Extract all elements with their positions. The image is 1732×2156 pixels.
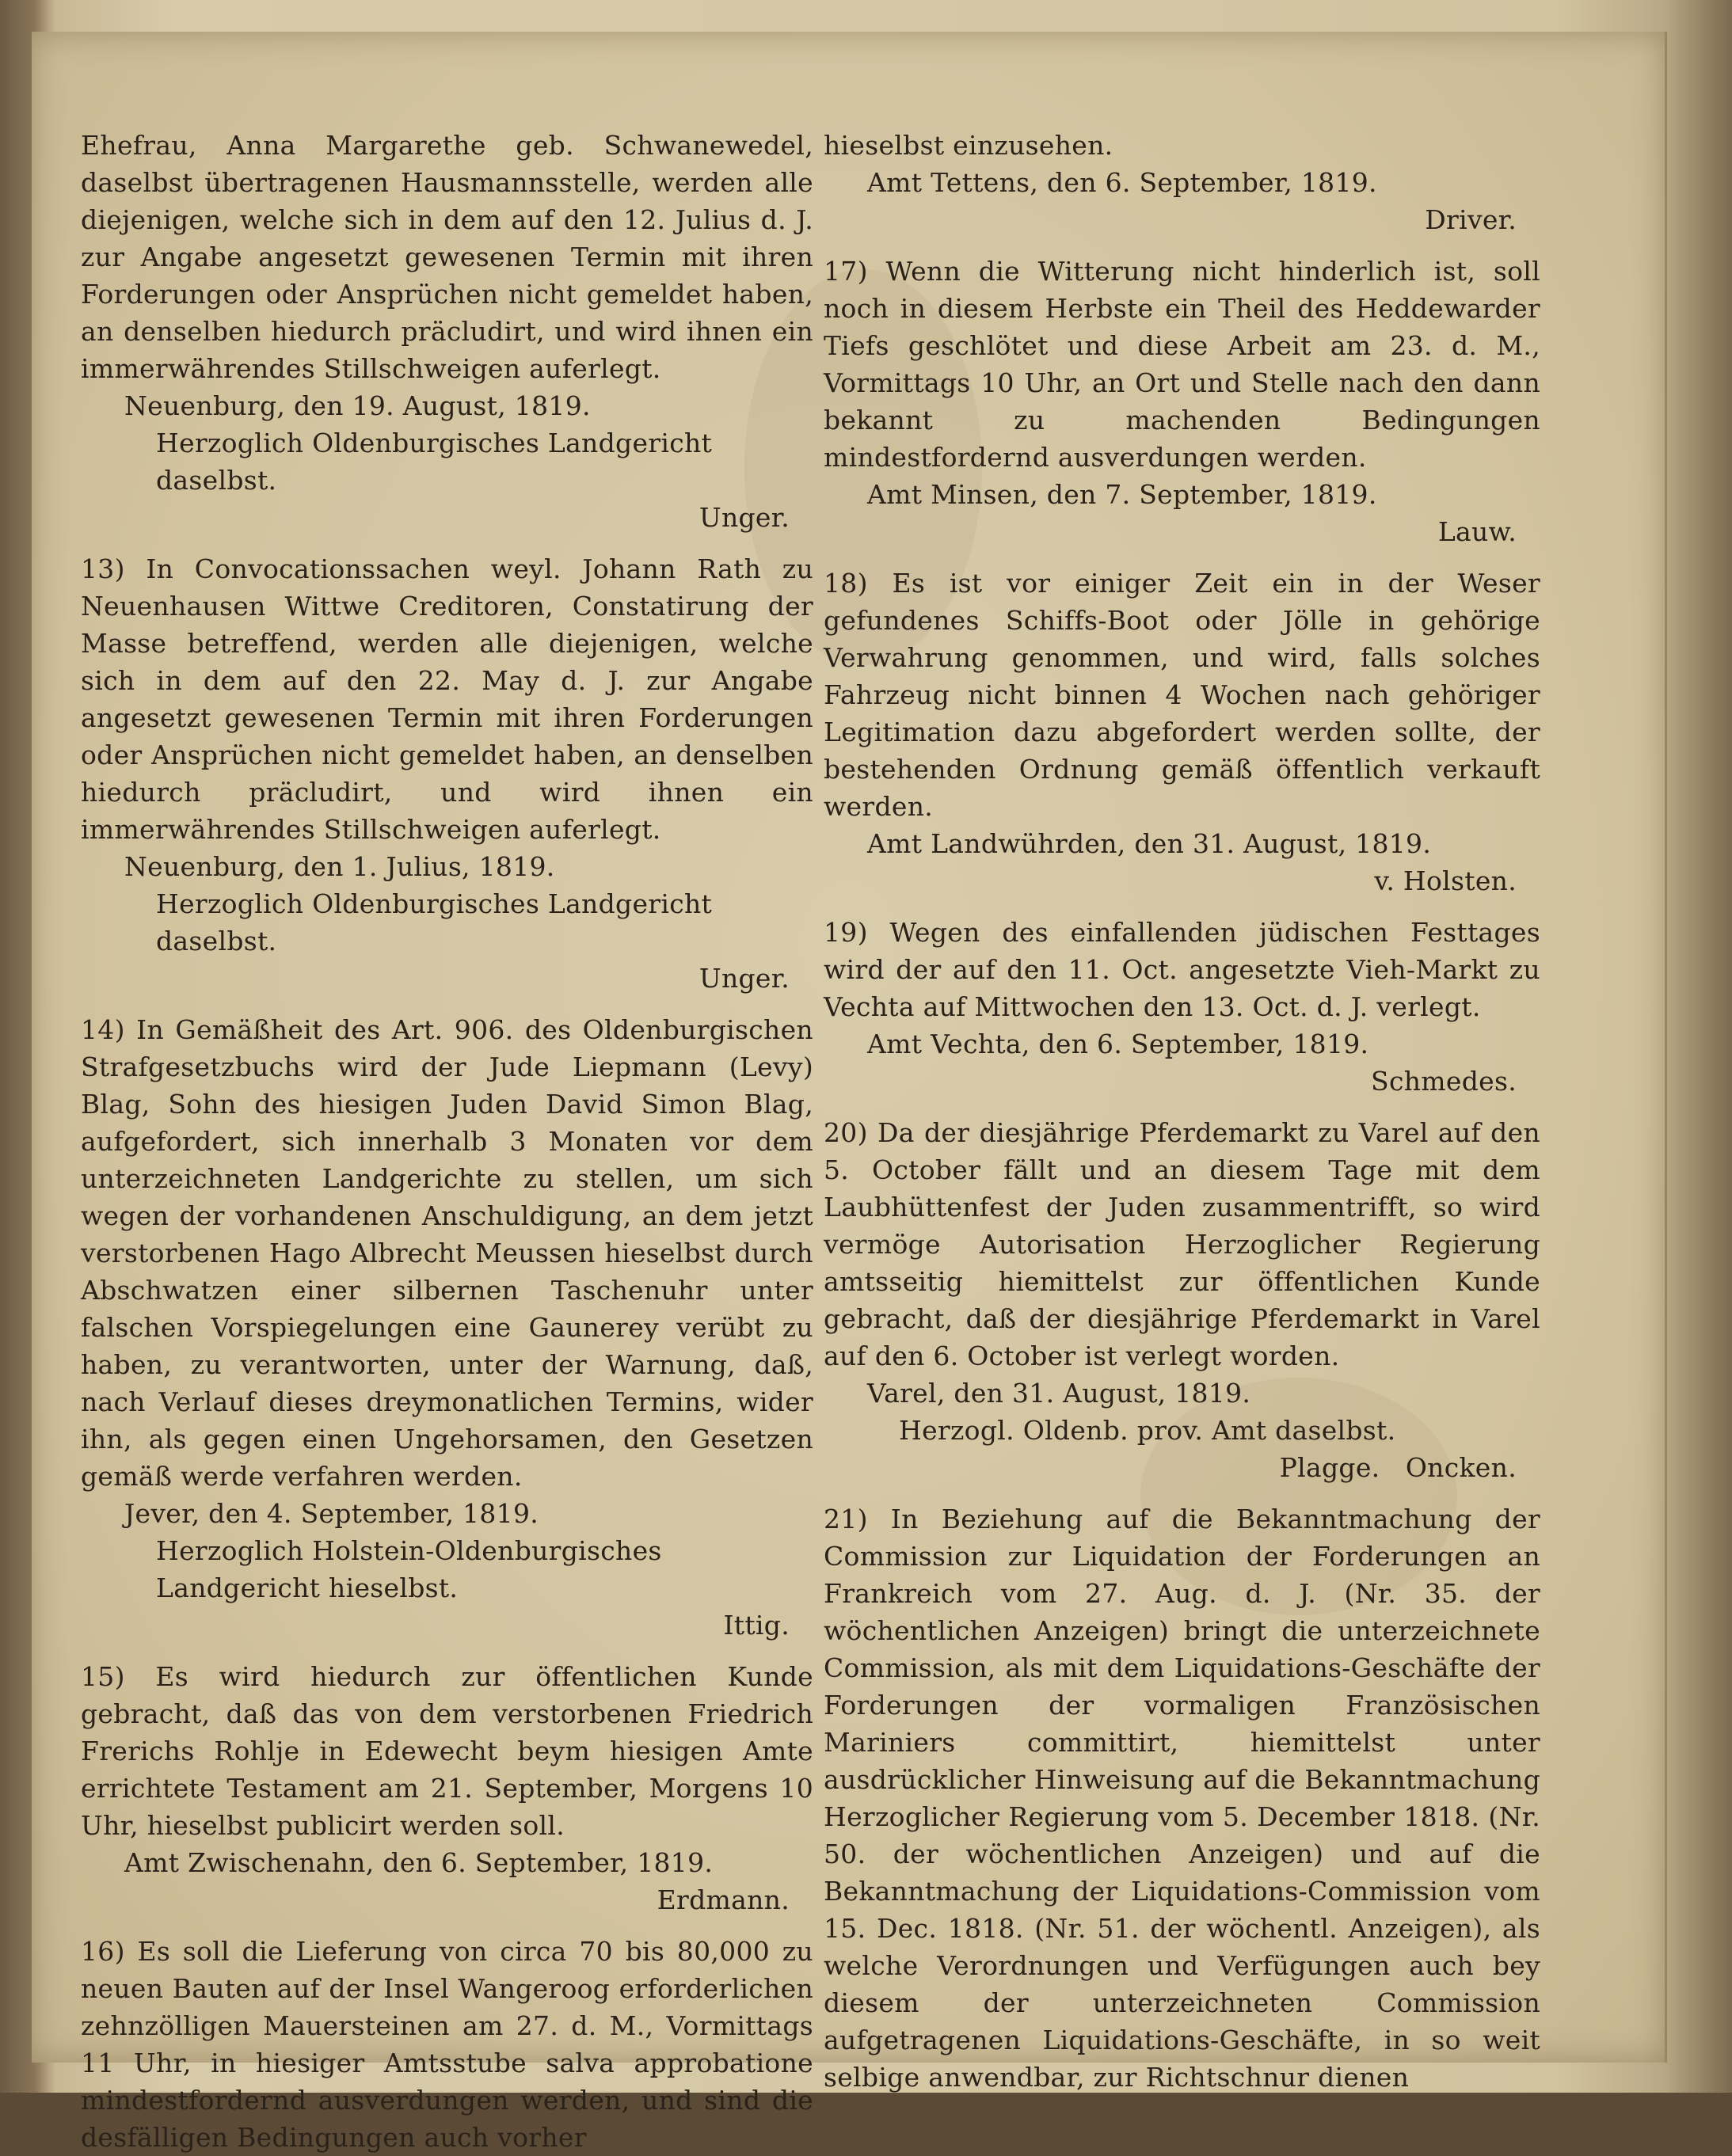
- notice-intro-signature: Unger.: [699, 502, 790, 533]
- notice-20: 20) Da der diesjährige Pferdemarkt zu Varel auf den 5. October fällt und an diesem Tage mit dem Laubhüttenfest der Juden zusammentrifft, so wird vermöge Autorisation Herzoglicher Regierung amtsseitig hiemittelst zur öffentlichen Kunde gebracht, daß der diesjährige Pferdemarkt in Varel auf den 6. October ist verlegt worden.: [824, 1117, 1540, 1371]
- notice-14-signature: Ittig.: [723, 1610, 790, 1641]
- notice-20-authority: Herzogl. Oldenb. prov. Amt daselbst.: [899, 1415, 1396, 1446]
- notice-17-place: Amt Minsen, den 7. September, 1819.: [867, 479, 1377, 510]
- notice-intro-place: Neuenburg, den 19. August, 1819.: [124, 390, 591, 421]
- notice-18: 18) Es ist vor einiger Zeit ein in der Weser gefundenes Schiffs-Boot oder Jölle in gehörige Verwahrung genommen, und wird, falls solches Fahrzeug nicht binnen 4 Wochen nach gehöriger Legitimation dazu abgefordert werden sollte, der bestehenden Ordnung gemäß öffentlich verkauft werden.: [824, 568, 1540, 822]
- notice-14: 14) In Gemäßheit des Art. 906. des Oldenburgischen Strafgesetzbuchs wird der Jude Liepmann (Levy) Blag, Sohn des hiesigen Juden David Simon Blag, aufgefordert, sich innerhalb 3 Monaten vor dem unterzeichneten Landgerichte zu stellen, um sich wegen der vorhandenen Anschuldigung, an dem jetzt verstorbenen Hago Albrecht Meussen hieselbst durch Abschwatzen einer silbernen Taschenuhr unter falschen Vorspiegelungen eine Gaunerey verübt zu haben, zu verantworten, unter der Warnung, daß, nach Verlauf dieses dreymonatlichen Termins, wider ihn, als gegen einen Ungehorsamen, den Gesetzen gemäß werde verfahren werden.: [81, 1014, 813, 1492]
- notice-13-authority: Herzoglich Oldenburgisches Landgericht daselbst.: [156, 888, 713, 956]
- notice-21: 21) In Beziehung auf die Bekanntmachung der Commission zur Liquidation der Forderungen an Frankreich vom 27. Aug. d. J. (Nr. 35. der wöchentlichen Anzeigen) bringt die unterzeichnete Commission, als mit dem Liquidations-Geschäfte der Forderungen der vormaligen Französischen Mariniers committirt, hiemittelst unter ausdrücklicher Hinweisung auf die Bekanntmachung Herzoglicher Regierung vom 5. December 1818. (Nr. 50. der wöchentlichen Anzeigen) und auf die Bekanntmachung der Liquidations-Commission vom 15. Dec. 1818. (Nr. 51. der wöchentl. Anzeigen), als welche Verordnungen und Verfügungen auch bey diesem der unterzeichneten Commission aufgetragenen Liquidations-Geschäfte, in so weit selbige anwendbar, zur Richtschnur dienen: [824, 1504, 1540, 2093]
- notice-16-place: Amt Tettens, den 6. September, 1819.: [867, 167, 1377, 198]
- notice-14-authority: Herzoglich Holstein-Oldenburgisches Landgericht hieselbst.: [156, 1535, 662, 1603]
- notice-13-place: Neuenburg, den 1. Julius, 1819.: [124, 851, 555, 882]
- notice-intro: Ehefrau, Anna Margarethe geb. Schwanewedel, daselbst übertragenen Hausmannsstelle, werden alle diejenigen, welche sich in dem auf den 12. Julius d. J. zur Angabe angesetzt gewesenen Termin mit ihren Forderungen oder Ansprüchen nicht gemeldet haben, an denselben hiedurch präcludirt, und wird ihnen ein immerwährendes Stillschweigen auferlegt.: [81, 130, 813, 384]
- notice-15-signature: Erdmann.: [657, 1884, 790, 1915]
- notice-17: 17) Wenn die Witterung nicht hinderlich ist, soll noch in diesem Herbste ein Theil des Heddewarder Tiefs geschlötet und diese Arbeit am 23. d. M., Vormittags 10 Uhr, an Ort und Stelle nach den dann bekannt zu machenden Bedingungen mindestfordernd ausverdungen werden.: [824, 256, 1540, 473]
- notice-16: 16) Es soll die Lieferung von circa 70 bis 80,000 zu neuen Bauten auf der Insel Wangeroog erforderlichen zehnzölligen Mauersteinen am 27. d. M., Vormittags 11 Uhr, in hiesiger Amtsstube salva approbatione mindestfordernd ausverdungen werden, und sind die desfälligen Bedingungen auch vorher: [81, 1936, 813, 2153]
- notice-13-signature: Unger.: [699, 963, 790, 994]
- notice-14-place: Jever, den 4. September, 1819.: [124, 1498, 539, 1529]
- left-column: [81, 127, 813, 2156]
- notice-15: 15) Es wird hiedurch zur öffentlichen Kunde gebracht, daß das von dem verstorbenen Friedrich Frerichs Rohlje in Edewecht beym hiesigen Amte errichtete Testament am 21. September, Morgens 10 Uhr, hieselbst publicirt werden soll.: [81, 1661, 813, 1841]
- notice-17-signature: Lauw.: [1437, 516, 1517, 547]
- notice-13: 13) In Convocationssachen weyl. Johann Rath zu Neuenhausen Wittwe Creditoren, Constatirung der Masse betreffend, werden alle diejenigen, welche sich in dem auf den 22. May d. J. zur Angabe angesetzt gewesenen Termin mit ihren Forderungen oder Ansprüchen nicht gemeldet haben, an denselben hiedurch präcludirt, und wird ihnen ein immerwährendes Stillschweigen auferlegt.: [81, 553, 813, 845]
- notice-16-continued: hieselbst einzusehen.: [824, 130, 1113, 161]
- notice-18-place: Amt Landwührden, den 31. August, 1819.: [867, 828, 1432, 859]
- notice-19-place: Amt Vechta, den 6. September, 1819.: [867, 1029, 1369, 1059]
- notice-15-place: Amt Zwischenahn, den 6. September, 1819.: [124, 1847, 714, 1878]
- notice-19-signature: Schmedes.: [1371, 1066, 1517, 1097]
- notice-18-signature: v. Holsten.: [1374, 865, 1517, 896]
- notice-20-signature: Plagge. Oncken.: [1279, 1452, 1517, 1483]
- newspaper-page: [32, 32, 1667, 2153]
- notice-20-place: Varel, den 31. August, 1819.: [867, 1378, 1251, 1409]
- notice-19: 19) Wegen des einfallenden jüdischen Festtages wird der auf den 11. Oct. angesetzte Vieh-Markt zu Vechta auf Mittwochen den 13. Oct. d. J. verlegt.: [824, 917, 1540, 1022]
- right-column: [824, 127, 1540, 2096]
- notice-intro-authority: Herzoglich Oldenburgisches Landgericht daselbst.: [156, 428, 713, 496]
- notice-16-signature: Driver.: [1425, 204, 1517, 235]
